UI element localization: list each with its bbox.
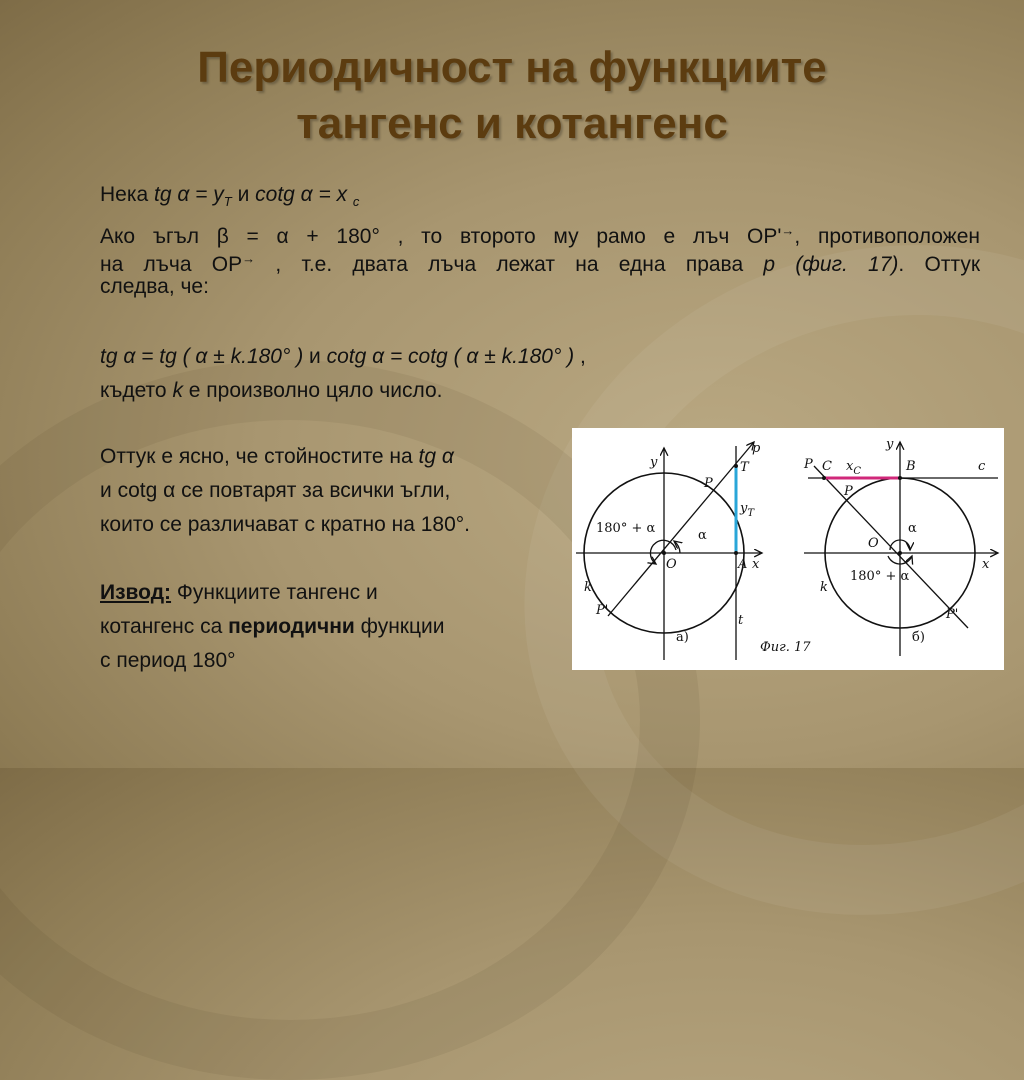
label-T: T <box>740 460 749 475</box>
label-c: c <box>978 459 986 474</box>
label-k-a: k <box>584 580 592 595</box>
label-y-b: y <box>886 437 894 452</box>
label-B: B <box>906 459 916 474</box>
conclusion-line-1: Извод: Функциите тангенс и <box>100 581 378 604</box>
label-y-a: y <box>650 455 658 470</box>
label-alpha-b: α <box>908 521 917 536</box>
figure-17 <box>572 428 1004 670</box>
label-Pprime-a: P' <box>596 603 609 618</box>
label-k-b: k <box>820 580 828 595</box>
label-xC: $x_C$ <box>846 459 861 477</box>
body-line-1: Оттук е ясно, че стойностите на tg α <box>100 445 454 468</box>
figure-caption: Фиг. 17 <box>760 640 811 655</box>
title-line-1: Периодичност на функциите <box>197 43 827 92</box>
cotg-definition: cotg α = x $_c$ <box>255 183 360 210</box>
tg-definition: tg $\alpha = y_T$ <box>154 183 232 210</box>
label-angle-b: 180° + α <box>850 569 910 584</box>
label-a: а) <box>676 630 689 645</box>
intro-text: Нека <box>100 183 155 206</box>
label-angle-a: 180° + α <box>596 521 656 536</box>
cotg-periodicity-formula: cotg α = cotg ( α ± k.180° ) <box>326 345 575 368</box>
body-line-2: и cotg α се повтарят за всички ъгли, <box>100 479 451 502</box>
paragraph-line-3: следва, че: <box>100 275 209 298</box>
label-P-a: P <box>704 476 713 491</box>
label-x-a: x <box>752 557 760 572</box>
label-Pprime-b: P' <box>946 607 959 622</box>
intro-line <box>100 182 359 215</box>
label-A: A <box>738 557 748 572</box>
label-p-b: P <box>804 457 813 472</box>
label-P-b: P <box>844 484 853 499</box>
formula-line: tg α = tg ( α ± k.180° ) и cotg α = cotg ( α ± k.180° ) , <box>100 345 586 368</box>
conclusion-line-2: котангенс са периодични функции <box>100 615 445 638</box>
tg-periodicity-formula: tg α = tg ( α ± k.180° ) <box>100 345 304 368</box>
formula-where-line: където k е произволно цяло число. <box>100 379 443 402</box>
label-x-b: x <box>982 557 990 572</box>
label-alpha-a: α <box>698 528 707 543</box>
label-p-a: p <box>752 441 761 456</box>
intro-and: и <box>231 183 256 206</box>
conclusion-label: Извод: <box>100 581 172 604</box>
paragraph-line-1: Ако ъгъл β = α + 180° , то второто му рамо е лъч OP'→, противоположен <box>100 223 981 248</box>
paragraph-line-2: на лъча OP→ , т.е. двата лъча лежат на една права p (фиг. 17). Оттук <box>100 251 981 276</box>
label-b: б) <box>912 630 925 645</box>
slide-title <box>0 40 1024 152</box>
label-t: t <box>738 613 744 628</box>
conclusion-line-3: с период 180° <box>100 649 236 672</box>
diagram-a <box>576 441 762 660</box>
diagram-b <box>803 437 998 656</box>
label-C: C <box>822 459 832 474</box>
label-O-a: O <box>666 557 677 572</box>
body-line-3: които се различават с кратно на 180°. <box>100 513 470 536</box>
label-yT: $y_T$ <box>740 501 755 519</box>
title-line-2: тангенс и котангенс <box>296 99 728 148</box>
label-O-b: O <box>868 536 879 551</box>
